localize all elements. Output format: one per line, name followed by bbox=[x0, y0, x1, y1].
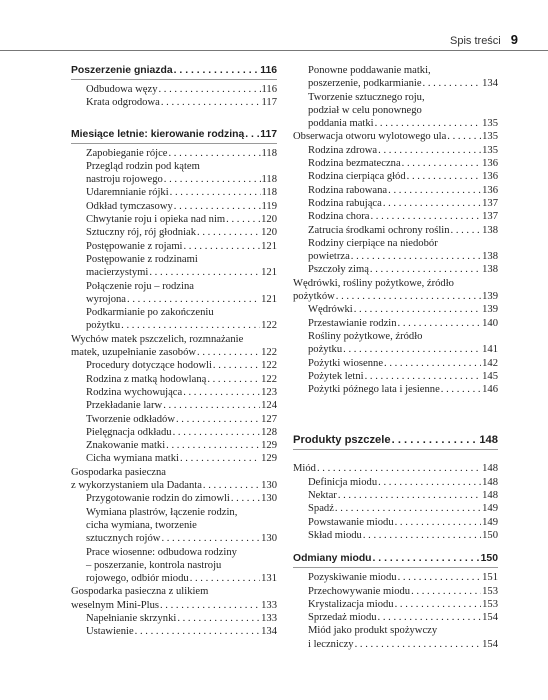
toc-entry-title: Rodzina rabowana bbox=[308, 184, 388, 196]
toc-page-number: 153 bbox=[482, 585, 498, 597]
toc-page-number: 138 bbox=[482, 224, 498, 236]
toc-entry-title: Pielęgnacja odkładu bbox=[86, 426, 172, 438]
toc-entry bbox=[293, 529, 498, 542]
toc-page-number: 149 bbox=[482, 503, 498, 515]
toc-entry bbox=[71, 359, 277, 372]
toc-entry-title: Odmiany miodu bbox=[293, 553, 372, 565]
toc-entry-title: Gospodarka pasieczna bbox=[71, 466, 167, 478]
toc-entry bbox=[71, 386, 277, 399]
section-underline bbox=[71, 79, 277, 80]
toc-entry bbox=[71, 439, 277, 452]
dot-leader bbox=[203, 479, 260, 492]
dot-leader bbox=[355, 638, 482, 651]
toc-entry bbox=[71, 160, 277, 187]
dot-leader bbox=[180, 452, 260, 465]
toc-left-column bbox=[71, 64, 277, 639]
toc-page-number: 142 bbox=[482, 357, 498, 369]
dot-leader bbox=[166, 439, 260, 452]
dot-leader bbox=[447, 130, 481, 143]
toc-page-number: 120 bbox=[261, 214, 277, 226]
toc-entry bbox=[293, 370, 498, 383]
toc-entry-title: Rodzina rabująca bbox=[308, 197, 382, 209]
dot-leader bbox=[184, 240, 261, 253]
toc-entry bbox=[293, 611, 498, 624]
dot-leader bbox=[161, 96, 261, 109]
toc-page-number: 127 bbox=[261, 413, 277, 425]
dot-leader bbox=[441, 383, 481, 396]
toc-entry-title: Miód jako produkt spożywczy bbox=[308, 625, 438, 637]
toc-entry-title: Rodziny cierpiące na niedobór bbox=[308, 237, 438, 249]
toc-page-number: 138 bbox=[482, 251, 498, 263]
toc-page-number: 129 bbox=[261, 440, 277, 452]
toc-entry-title: Ustawienie bbox=[86, 626, 134, 638]
toc-entry-title: Miesiące letnie: kierowanie rodziną bbox=[71, 128, 245, 140]
toc-entry bbox=[71, 413, 277, 426]
toc-page-number: 122 bbox=[261, 373, 277, 385]
section-underline bbox=[293, 449, 498, 450]
toc-page-number: 130 bbox=[261, 480, 277, 492]
dot-leader bbox=[170, 186, 261, 199]
toc-entry bbox=[293, 357, 498, 370]
toc-entry-title: Powstawanie miodu bbox=[308, 516, 394, 528]
toc-page-number: 128 bbox=[261, 426, 277, 438]
toc-entry-title: Sztuczny rój, rój głodniak bbox=[86, 227, 197, 239]
toc-entry bbox=[71, 200, 277, 213]
dot-leader bbox=[159, 83, 261, 96]
toc-entry-title: Pożytki wiosenne bbox=[308, 357, 384, 369]
toc-entry-title: Udaremnianie rójki bbox=[86, 187, 169, 199]
dot-leader bbox=[197, 346, 260, 359]
header-rule bbox=[0, 50, 548, 51]
toc-entry bbox=[71, 280, 277, 307]
toc-entry-title: Przekładanie larw bbox=[86, 400, 163, 412]
toc-page-number: 122 bbox=[261, 320, 277, 332]
toc-entry-title: Wychów matek pszczelich, rozmnażanie bbox=[71, 333, 244, 345]
toc-page-number: 151 bbox=[482, 572, 498, 584]
toc-entry-title: Połączenie roju – rodzina bbox=[86, 280, 194, 292]
toc-entry-title: Pozyskiwanie miodu bbox=[308, 572, 397, 584]
dot-leader bbox=[365, 370, 482, 383]
toc-page-number: 135 bbox=[482, 131, 498, 143]
toc-entry bbox=[293, 263, 498, 276]
toc-page-number: 148 bbox=[482, 463, 498, 475]
toc-entry bbox=[293, 197, 498, 210]
toc-entry bbox=[293, 598, 498, 611]
toc-page-number: 154 bbox=[482, 612, 498, 624]
dot-leader bbox=[163, 399, 260, 412]
toc-entry-title: wyrojona bbox=[86, 293, 127, 305]
toc-entry-title: Tworzenie odkładów bbox=[86, 413, 175, 425]
toc-page-number: 130 bbox=[261, 493, 277, 505]
toc-entry-title: Prace wiosenne: odbudowa rodziny bbox=[86, 546, 237, 558]
toc-entry-title: cicha wymiana, tworzenie bbox=[86, 519, 197, 531]
toc-entry-title: sztucznych rojów bbox=[86, 533, 161, 545]
dot-leader bbox=[177, 612, 260, 625]
toc-page-number: 121 bbox=[261, 267, 277, 279]
toc-page-number: 136 bbox=[482, 171, 498, 183]
toc-entry-title: Tworzenie sztucznego roju, bbox=[308, 91, 425, 103]
dot-leader bbox=[451, 224, 482, 237]
toc-page-number: 134 bbox=[261, 626, 277, 638]
toc-entry-title: Zatrucia środkami ochrony roślin bbox=[308, 224, 450, 236]
toc-section-entry bbox=[71, 64, 277, 80]
toc-entry-title: Spadź bbox=[308, 503, 334, 515]
toc-entry bbox=[293, 157, 498, 170]
toc-entry-title: Definicja miodu bbox=[308, 476, 378, 488]
section-underline bbox=[293, 567, 498, 568]
toc-entry-title: Odbudowa węzy bbox=[86, 84, 158, 95]
toc-entry bbox=[293, 383, 498, 396]
toc-entry-title: poszerzenie, podkarmianie bbox=[308, 78, 422, 90]
toc-page-number: 139 bbox=[482, 291, 498, 303]
dot-leader bbox=[338, 489, 481, 502]
toc-entry-title: Nektar bbox=[308, 490, 337, 502]
dot-leader bbox=[164, 173, 261, 186]
toc-page-number: 149 bbox=[482, 516, 498, 528]
toc-entry-title: Cicha wymiana matki bbox=[86, 453, 179, 465]
toc-page-number: 148 bbox=[482, 476, 498, 488]
toc-entry-title: Pszczoły zimą bbox=[308, 264, 369, 276]
toc-entry bbox=[71, 585, 277, 612]
toc-entry bbox=[293, 476, 498, 489]
toc-entry bbox=[293, 571, 498, 584]
toc-entry-title: Rodzina wychowująca bbox=[86, 386, 183, 398]
toc-entry bbox=[71, 546, 277, 586]
toc-entry-title: Przegląd rodzin pod kątem bbox=[86, 160, 200, 172]
toc-page-number: 118 bbox=[261, 174, 277, 186]
toc-entry bbox=[293, 144, 498, 157]
toc-entry-title: matek, uzupełnianie zasobów bbox=[71, 347, 197, 359]
toc-page-number: 130 bbox=[261, 533, 277, 545]
dot-leader bbox=[392, 434, 479, 447]
toc-page-number: 154 bbox=[482, 638, 498, 650]
toc-entry-title: Pożytki późnego lata i jesienne bbox=[308, 384, 440, 396]
dot-leader bbox=[375, 117, 482, 130]
toc-entry bbox=[71, 306, 277, 333]
toc-entry-title: Zapobieganie rójce bbox=[86, 147, 168, 159]
toc-entry-title: macierzystymi bbox=[86, 267, 149, 279]
toc-entry-title: Przechowywanie miodu bbox=[308, 585, 411, 597]
toc-entry bbox=[71, 147, 277, 160]
toc-entry-title: poddania matki bbox=[308, 118, 374, 130]
toc-page-number: 119 bbox=[261, 200, 277, 212]
dot-leader bbox=[149, 266, 260, 279]
toc-page-number: 131 bbox=[261, 573, 277, 585]
toc-entry bbox=[293, 585, 498, 598]
toc-page-number: 135 bbox=[482, 144, 498, 156]
toc-entry-title: Wędrówki bbox=[308, 304, 353, 316]
toc-entry bbox=[71, 96, 277, 109]
dot-leader bbox=[335, 502, 481, 515]
toc-page-number: 118 bbox=[261, 147, 277, 159]
dot-leader bbox=[160, 599, 260, 612]
dot-leader bbox=[411, 585, 481, 598]
toc-entry-title: Postępowanie z rojami bbox=[86, 240, 183, 252]
dot-leader bbox=[378, 144, 481, 157]
dot-leader bbox=[384, 357, 481, 370]
dot-leader bbox=[395, 516, 481, 529]
dot-leader bbox=[354, 303, 481, 316]
toc-entry bbox=[293, 237, 498, 264]
toc-entry-title: Przygotowanie rodzin do zimowli bbox=[86, 493, 230, 505]
dot-leader bbox=[183, 386, 260, 399]
toc-entry bbox=[71, 373, 277, 386]
toc-chapter-entry bbox=[293, 434, 498, 450]
toc-entry-title: Rodzina bezmateczna bbox=[308, 158, 401, 170]
toc-page-number: 145 bbox=[482, 370, 498, 382]
dot-leader bbox=[373, 552, 480, 565]
toc-page-number: 141 bbox=[482, 344, 498, 356]
dot-leader bbox=[370, 263, 481, 276]
toc-entry bbox=[293, 130, 498, 143]
toc-entry bbox=[293, 516, 498, 529]
toc-entry bbox=[71, 492, 277, 505]
toc-entry-title: Rodzina cierpiąca głód bbox=[308, 171, 406, 183]
toc-entry-title: – poszerzanie, kontrola nastroju bbox=[86, 559, 222, 571]
toc-entry bbox=[71, 466, 277, 493]
toc-entry-title: Gospodarka pasieczna z ulikiem bbox=[71, 586, 209, 598]
toc-entry-title: Krystalizacja miodu bbox=[308, 598, 394, 610]
dot-leader bbox=[231, 492, 260, 505]
dot-leader bbox=[336, 290, 481, 303]
dot-leader bbox=[127, 293, 260, 306]
dot-leader bbox=[161, 532, 260, 545]
dot-leader bbox=[343, 343, 481, 356]
toc-page-number: 122 bbox=[261, 347, 277, 359]
toc-entry-title: Rośliny pożytkowe, źródło bbox=[308, 330, 423, 342]
toc-page-number: 150 bbox=[482, 529, 498, 541]
toc-page-number: 148 bbox=[479, 434, 498, 447]
toc-entry bbox=[293, 224, 498, 237]
dot-leader bbox=[402, 157, 481, 170]
toc-page-number: 120 bbox=[261, 227, 277, 239]
dot-leader bbox=[174, 64, 260, 77]
toc-entry bbox=[293, 210, 498, 223]
toc-entry-title: Przestawianie rodzin bbox=[308, 317, 397, 329]
toc-page-number: 140 bbox=[482, 317, 498, 329]
toc-entry-title: Krata odgrodowa bbox=[86, 97, 160, 109]
toc-entry-title: Ponowne poddawanie matki, bbox=[308, 65, 431, 76]
toc-entry-title: Procedury dotyczące hodowli bbox=[86, 360, 212, 372]
toc-page-number: 139 bbox=[482, 304, 498, 316]
toc-page-number: 133 bbox=[261, 612, 277, 624]
toc-page-number: 138 bbox=[482, 264, 498, 276]
dot-leader bbox=[388, 184, 481, 197]
toc-page-number: 137 bbox=[482, 197, 498, 209]
toc-entry-title: powietrza bbox=[308, 251, 350, 263]
toc-entry bbox=[71, 186, 277, 199]
dot-leader bbox=[383, 197, 481, 210]
running-header-title: Spis treści bbox=[450, 35, 501, 47]
dot-leader bbox=[176, 413, 260, 426]
toc-page-number: 135 bbox=[482, 118, 498, 130]
toc-entry-title: Podkarmianie po zakończeniu bbox=[86, 307, 214, 319]
dot-leader bbox=[317, 462, 481, 475]
toc-entry bbox=[71, 253, 277, 280]
dot-leader bbox=[226, 213, 260, 226]
toc-page-number: 134 bbox=[482, 78, 498, 90]
toc-page-number: 117 bbox=[261, 97, 277, 109]
toc-entry-title: rojowego, odbiór miodu bbox=[86, 573, 189, 585]
toc-entry bbox=[293, 170, 498, 183]
toc-entry-title: nastroju rojowego bbox=[86, 174, 163, 186]
toc-entry-title: Znakowanie matki bbox=[86, 440, 166, 452]
dot-leader bbox=[395, 598, 482, 611]
dot-leader bbox=[370, 210, 481, 223]
toc-entry-title: pożytku bbox=[308, 344, 343, 356]
toc-entry-title: Poszerzenie gniazda bbox=[71, 65, 173, 76]
toc-entry bbox=[71, 240, 277, 253]
page-header bbox=[450, 32, 518, 47]
dot-leader bbox=[173, 426, 261, 439]
toc-entry-title: Wymiana plastrów, łączenie rodzin, bbox=[86, 506, 238, 518]
dot-leader bbox=[168, 147, 260, 160]
toc-entry bbox=[293, 91, 498, 131]
toc-entry bbox=[293, 462, 498, 475]
dot-leader bbox=[121, 319, 260, 332]
dot-leader bbox=[197, 226, 260, 239]
toc-entry-title: Sprzedaż miodu bbox=[308, 612, 377, 624]
toc-section-entry bbox=[71, 128, 277, 144]
toc-entry bbox=[71, 399, 277, 412]
toc-entry bbox=[293, 64, 498, 91]
toc-page-number: 129 bbox=[261, 453, 277, 465]
toc-entry-title: podział w celu ponownego bbox=[308, 104, 422, 116]
toc-page-number: 133 bbox=[261, 599, 277, 611]
toc-page-number: 153 bbox=[482, 598, 498, 610]
toc-entry-title: Rodzina z matką hodowlaną bbox=[86, 373, 207, 385]
toc-page-number: 116 bbox=[261, 84, 277, 95]
toc-entry-title: Rodzina zdrowa bbox=[308, 144, 378, 156]
toc-entry-title: Pożytek letni bbox=[308, 370, 364, 382]
toc-entry-title: Chwytanie roju i opieka nad nim bbox=[86, 214, 226, 226]
dot-leader bbox=[213, 359, 260, 372]
toc-section-entry bbox=[293, 552, 498, 568]
toc-right-column bbox=[293, 64, 498, 651]
toc-entry bbox=[293, 303, 498, 316]
dot-leader bbox=[407, 170, 481, 183]
toc-page-number: 121 bbox=[261, 240, 277, 252]
toc-page-number: 136 bbox=[482, 158, 498, 170]
dot-leader bbox=[135, 625, 260, 638]
toc-entry-title: Wędrówki, rośliny pożytkowe, źródło bbox=[293, 277, 454, 289]
toc-entry bbox=[293, 489, 498, 502]
toc-entry-title: Produkty pszczele bbox=[293, 434, 391, 447]
dot-leader bbox=[378, 611, 482, 624]
dot-leader bbox=[398, 317, 482, 330]
toc-entry-title: Obserwacja otworu wylotowego ula bbox=[293, 131, 447, 143]
toc-page-number: 150 bbox=[480, 553, 498, 565]
dot-leader bbox=[207, 373, 260, 386]
toc-entry bbox=[71, 506, 277, 546]
toc-entry bbox=[71, 83, 277, 96]
toc-page-number: 117 bbox=[260, 128, 277, 140]
toc-entry-title: Napełnianie skrzynki bbox=[86, 612, 177, 624]
page-number: 9 bbox=[510, 32, 518, 47]
toc-page-number: 124 bbox=[261, 400, 277, 412]
toc-entry bbox=[293, 330, 498, 357]
toc-entry bbox=[71, 452, 277, 465]
toc-page-number: 148 bbox=[482, 490, 498, 502]
toc-entry bbox=[71, 612, 277, 625]
section-underline bbox=[71, 143, 277, 144]
toc-page-number: 116 bbox=[260, 65, 277, 76]
dot-leader bbox=[190, 572, 260, 585]
toc-page-number: 136 bbox=[482, 184, 498, 196]
toc-entry-title: pożytków bbox=[293, 291, 335, 303]
toc-entry bbox=[293, 184, 498, 197]
toc-page-number: 118 bbox=[261, 187, 277, 199]
toc-entry-title: Postępowanie z rodzinami bbox=[86, 253, 198, 265]
toc-entry bbox=[71, 625, 277, 638]
toc-entry-title: Odkład tymczasowy bbox=[86, 200, 173, 212]
toc-entry bbox=[71, 426, 277, 439]
toc-entry-title: i leczniczy bbox=[308, 638, 354, 650]
dot-leader bbox=[363, 529, 481, 542]
toc-entry-title: z wykorzystaniem ula Dadanta bbox=[71, 480, 202, 492]
toc-entry bbox=[293, 277, 498, 304]
toc-entry bbox=[293, 502, 498, 515]
toc-entry-title: Skład miodu bbox=[308, 529, 362, 541]
toc-entry bbox=[71, 333, 277, 360]
toc-entry bbox=[71, 226, 277, 239]
dot-leader bbox=[398, 571, 482, 584]
toc-page-number: 146 bbox=[482, 384, 498, 396]
toc-page-number: 121 bbox=[261, 293, 277, 305]
toc-entry bbox=[293, 317, 498, 330]
toc-page-number: 137 bbox=[482, 211, 498, 223]
toc-entry-title: pożytku bbox=[86, 320, 121, 332]
toc-page-number: 122 bbox=[261, 360, 277, 372]
dot-leader bbox=[245, 128, 259, 141]
dot-leader bbox=[423, 77, 482, 90]
dot-leader bbox=[174, 200, 261, 213]
toc-entry bbox=[293, 624, 498, 651]
toc-entry-title: Miód bbox=[293, 463, 316, 475]
toc-entry bbox=[71, 213, 277, 226]
toc-page-number: 123 bbox=[261, 386, 277, 398]
toc-entry-title: weselnym Mini-Plus bbox=[71, 599, 159, 611]
dot-leader bbox=[351, 250, 481, 263]
toc-entry-title: Rodzina chora bbox=[308, 211, 370, 223]
dot-leader bbox=[378, 476, 481, 489]
